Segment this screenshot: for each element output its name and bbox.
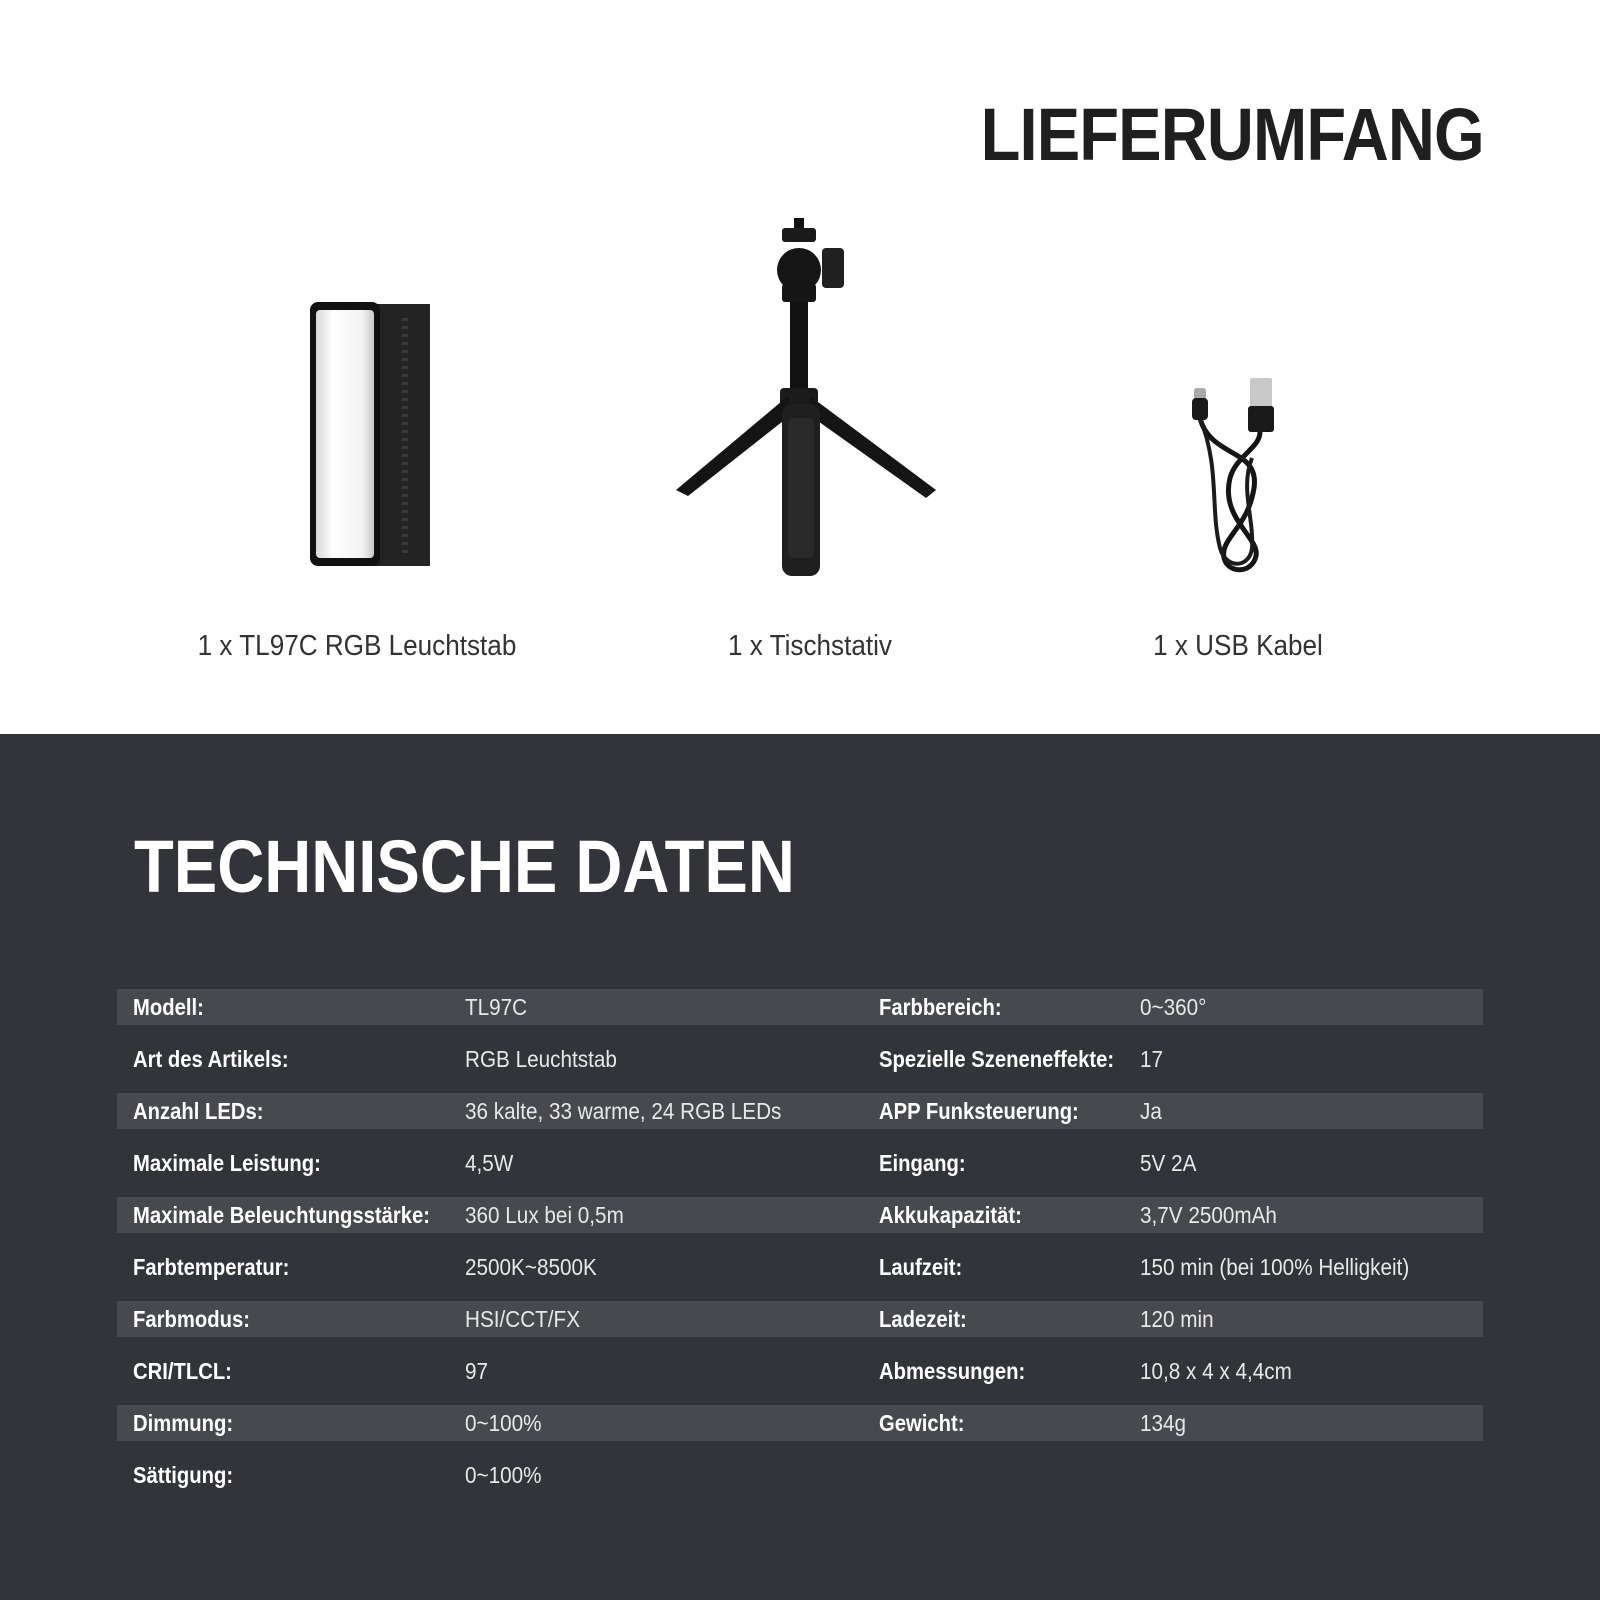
spec-key: Eingang: [879,1150,966,1176]
spec-key: Art des Artikels: [133,1046,289,1072]
table-row [117,1249,1483,1285]
table-row [117,1301,1483,1337]
table-row [117,1405,1483,1441]
spec-value: 17 [1140,1046,1164,1072]
spec-value: 360 Lux bei 0,5m [465,1202,624,1228]
scope-item-label: 1 x TL97C RGB Leuchtstab [197,630,517,662]
spec-value: 2500K~8500K [465,1254,597,1280]
spec-value: RGB Leuchtstab [465,1046,617,1072]
spec-value: 0~100% [465,1410,542,1436]
spec-value: 97 [465,1358,489,1384]
spec-value: 4,5W [465,1150,514,1176]
spec-key: APP Funksteuerung: [879,1098,1079,1124]
spec-value: 0~360° [1140,994,1207,1020]
table-row [117,1197,1483,1233]
table-row [117,1353,1483,1389]
table-row [117,1041,1483,1077]
spec-value: 0~100% [465,1462,542,1488]
scope-section [0,0,1600,734]
tripod-icon [670,218,950,578]
usb-cable-icon [1190,378,1290,578]
spec-key: Akkukapazität: [879,1202,1022,1228]
spec-value: 10,8 x 4 x 4,4cm [1140,1358,1292,1384]
spec-key: Anzahl LEDs: [133,1098,264,1124]
spec-value: 134g [1140,1410,1187,1436]
specs-section [0,734,1600,1600]
scope-item-label: 1 x USB Kabel [1153,630,1323,662]
spec-value: 36 kalte, 33 warme, 24 RGB LEDs [465,1098,782,1124]
scope-title: LIEFERUMFANG [980,93,1484,176]
light-stick-icon [300,298,440,570]
spec-key: Spezielle Szeneneffekte: [879,1046,1115,1072]
spec-key: Sättigung: [133,1462,234,1488]
spec-key: Gewicht: [879,1410,965,1436]
spec-key: CRI/TLCL: [133,1358,232,1384]
table-row [117,989,1483,1025]
spec-key: Farbbereich: [879,994,1002,1020]
spec-value: TL97C [465,994,528,1020]
spec-value: HSI/CCT/FX [465,1306,581,1332]
spec-key: Ladezeit: [879,1306,967,1332]
spec-value: 150 min (bei 100% Helligkeit) [1140,1254,1410,1280]
spec-key: Laufzeit: [879,1254,963,1280]
spec-key: Farbtemperatur: [133,1254,290,1280]
spec-value: 120 min [1140,1306,1214,1332]
spec-key: Maximale Leistung: [133,1150,321,1176]
scope-item-label: 1 x Tischstativ [728,630,892,662]
spec-key: Dimmung: [133,1410,234,1436]
spec-key: Abmessungen: [879,1358,1026,1384]
table-row [117,1093,1483,1129]
specs-title: TECHNISCHE DATEN [134,825,795,908]
table-row [117,1457,1483,1493]
table-row [117,1145,1483,1181]
spec-key: Farbmodus: [133,1306,250,1332]
spec-value: Ja [1140,1098,1162,1124]
spec-key: Modell: [133,994,204,1020]
spec-key: Maximale Beleuchtungsstärke: [133,1202,430,1228]
spec-value: 3,7V 2500mAh [1140,1202,1277,1228]
spec-value: 5V 2A [1140,1150,1197,1176]
specs-table [117,989,1483,1509]
